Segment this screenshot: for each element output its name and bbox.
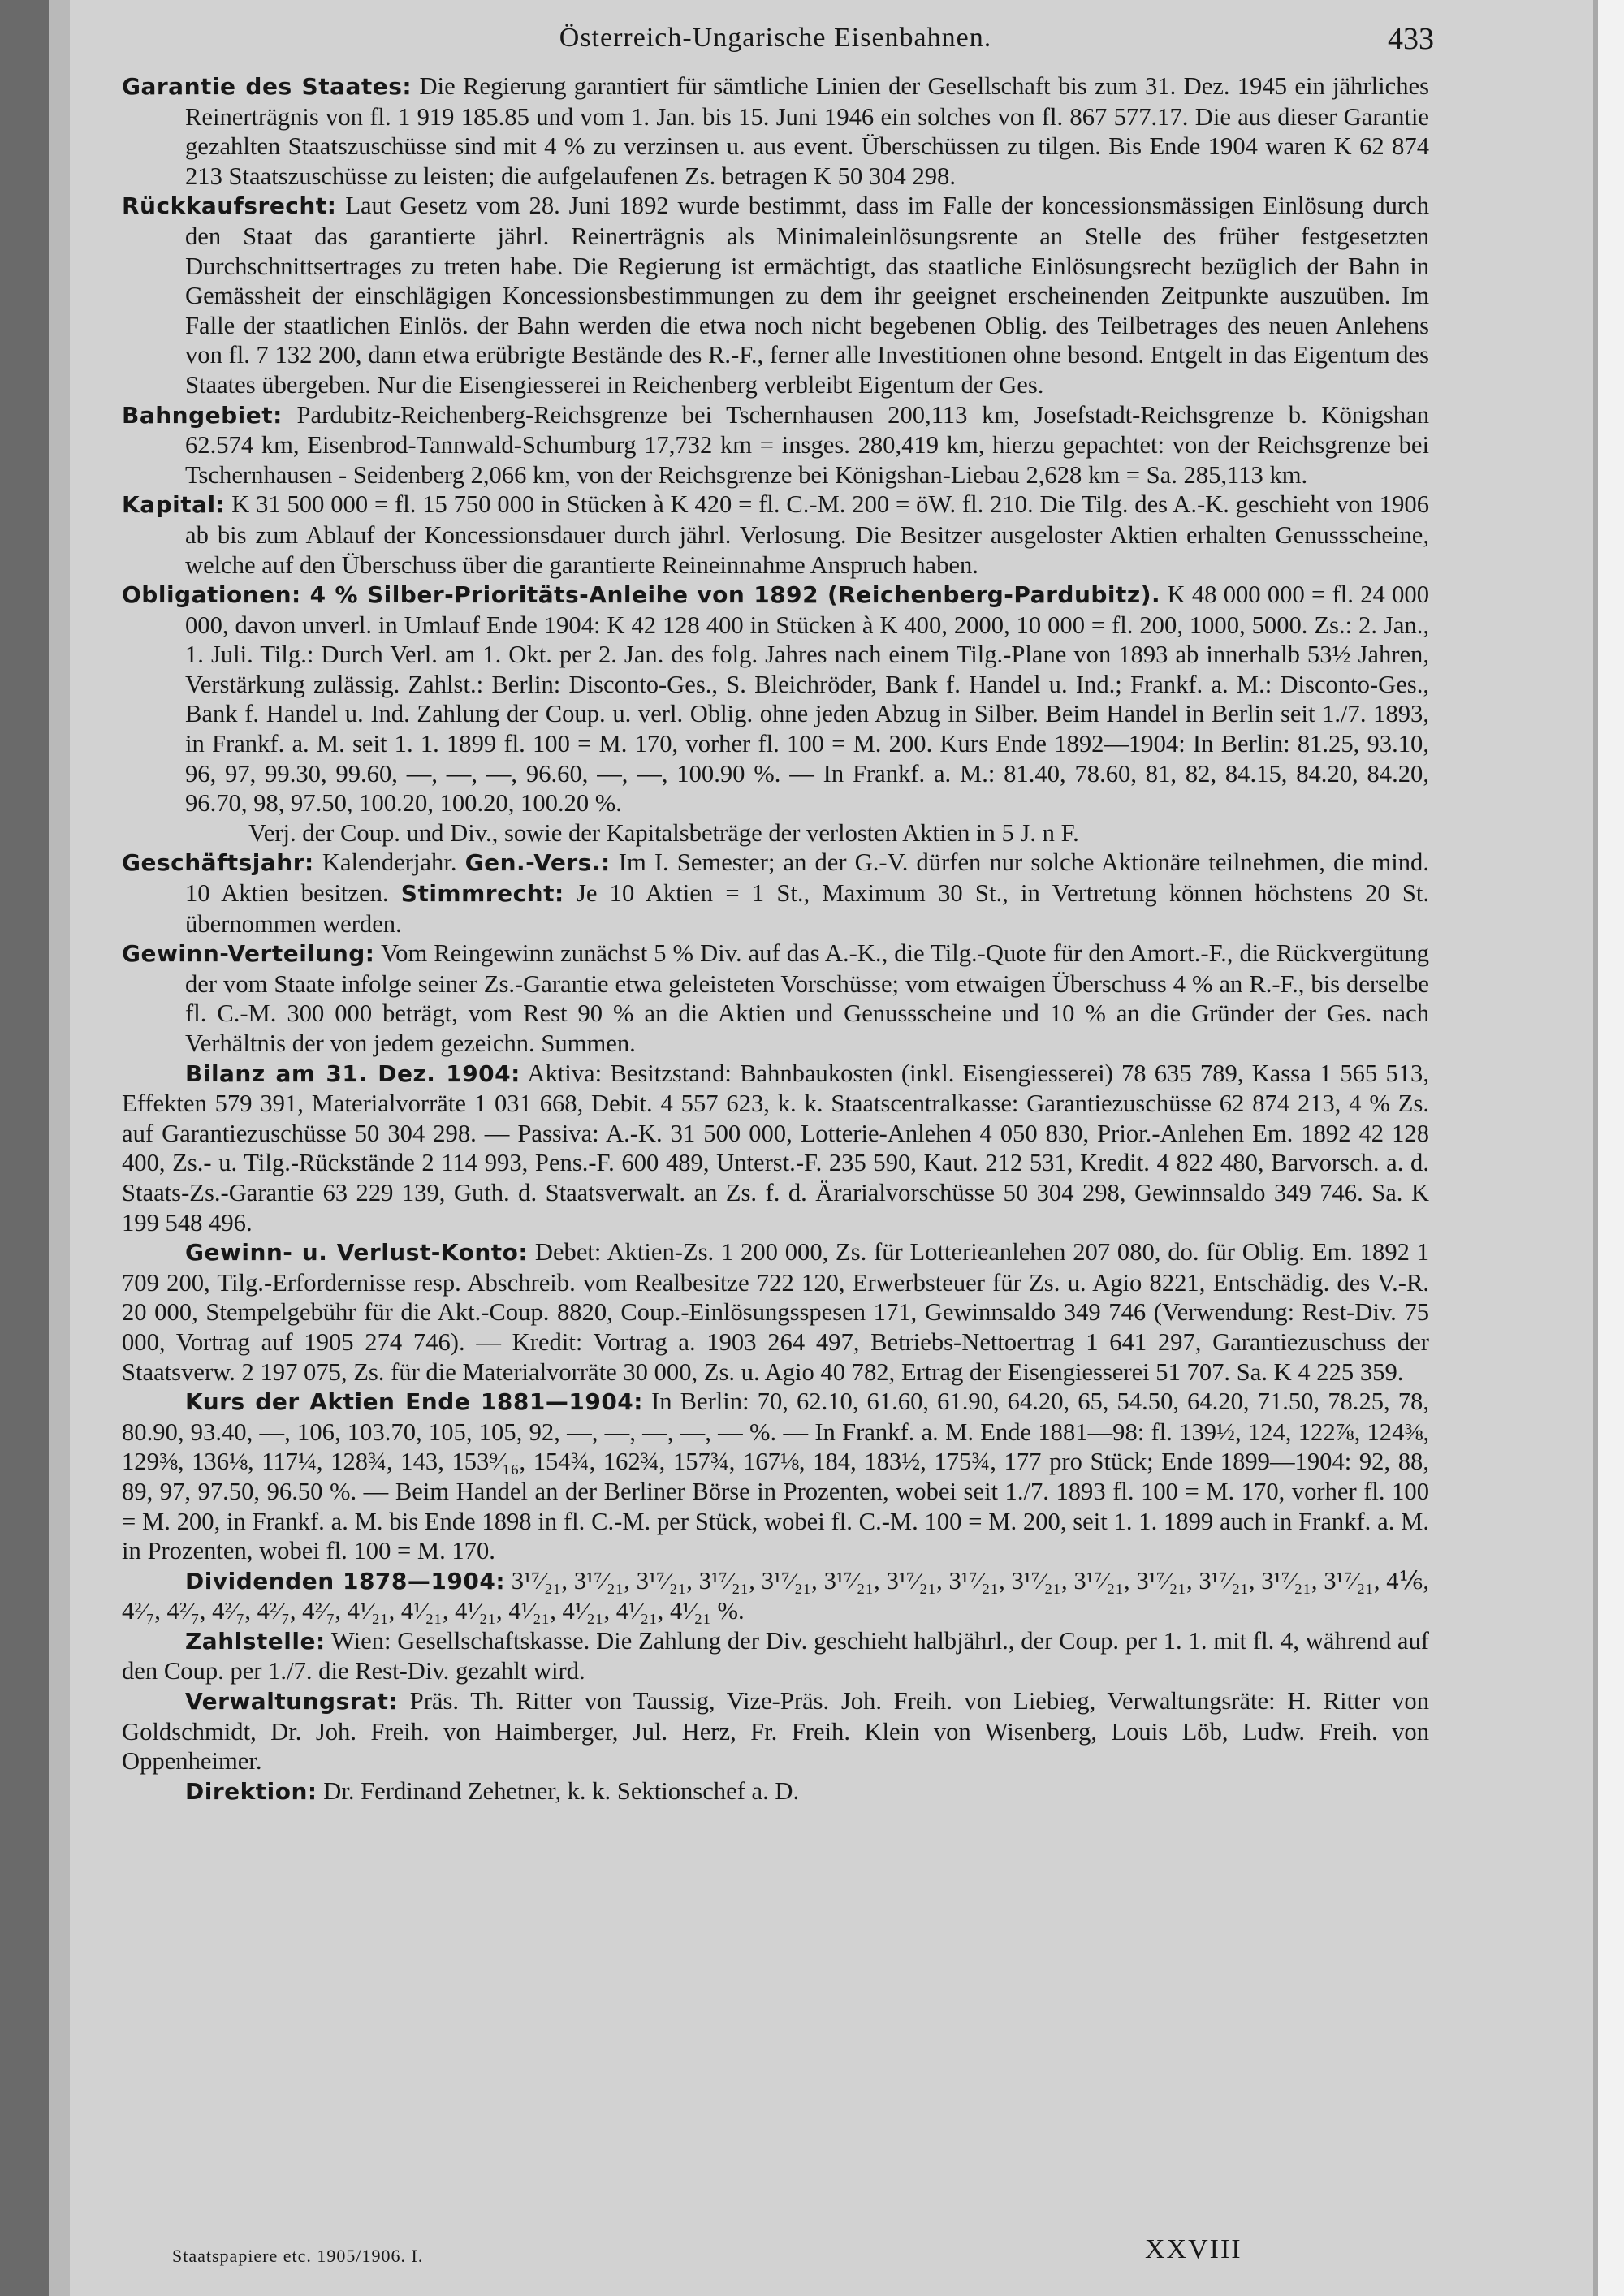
section-text: Kalenderjahr.: [322, 848, 457, 877]
section-zahlstelle: [122, 1626, 1429, 1686]
section-text-stimmrecht: Je 10 Aktien = 1 St., Maximum 30 St., in Vertretung können höchstens 20 St. übernommen werden.: [185, 879, 1429, 938]
section-text: Präs. Th. Ritter von Taussig, Vize-Präs. Joh. Freih. von Liebieg, Verwaltungsräte: H. Ritter von Goldschmidt, Dr. Joh. Freih. von Haimberger, Jul. Herz, Fr. Freih. Klein von Wisenberg, Louis Löb, Ludw. Freih. von Oppenheimer.: [122, 1687, 1429, 1776]
section-label: Zahlstelle:: [185, 1627, 326, 1655]
section-dividenden: [122, 1566, 1429, 1626]
document-page: [122, 16, 1434, 2273]
section-text: Vom Reingewinn zunächst 5 % Div. auf das A.-K., die Tilg.-Quote für den Amort.-F., die Rückvergütung der vom Staate infolge seiner Zs.-Garantie etwa geleisteten Vorschüsse; vom etwaigen Überschuss 4 % an R.-F., bis derselbe fl. C.-M. 300 000 beträgt, vom Rest 90 % an die Aktien und Genussscheine und 10 % an die Gründer der Ges. nach Verhältnis der von jedem gezeichn. Summen.: [185, 939, 1429, 1057]
document-body: [122, 71, 1429, 1806]
section-rueckkaufsrecht: [122, 191, 1429, 399]
section-text: Die Regierung garantiert für sämtliche Linien der Gesellschaft bis zum 31. Dez. 1945 ein jährliches Reinerträgnis von fl. 1 919 185.85 und vom 1. Jan. bis 15. Juni 1946 ein solches von fl. 867 577.17. Die aus dieser Garantie gezahlten Staatszuschüsse sind mit 4 % zu verzinsen u. aus event. Überschüssen zu tilgen. Bis Ende 1904 waren K 62 874 213 Staatszuschüsse zu leisten; die aufgelaufenen Zs. betragen K 50 304 298.: [185, 72, 1429, 190]
scan-right-edge: [1598, 0, 1624, 2296]
scan-left-edge: [0, 0, 49, 2296]
section-text: K 48 000 000 = fl. 24 000 000, davon unverl. in Umlauf Ende 1904: K 42 128 400 in Stücken à K 400, 2000, 10 000 = fl. 200, 1000, 5000. Zs.: 2. Jan., 1. Juli. Tilg.: Durch Verl. am 1. Okt. per 2. Jan. des folg. Jahres nach einem Tilg.-Plane von 1893 ab innerhalb 53½ Jahren, Verstärkung zulässig. Zahlst.: Berlin: Disconto-Ges., S. Bleichröder, Bank f. Handel u. Ind.; Frankf. a. M.: Disconto-Ges., Bank f. Handel u. Ind. Zahlung der Coup. u. verl. Oblig. ohne jeden Abzug in Silber. Beim Handel in Berlin seit 1./7. 1893, in Frankf. a. M. seit 1. 1. 1899 fl. 100 = M. 170, vorher fl. 100 = M. 200. Kurs Ende 1892—1904: In Berlin: 81.25, 93.10, 96, 97, 99.30, 99.60, —, —, —, 96.60, —, —, 100.90 %. — In Frankf. a. M.: 81.40, 78.60, 81, 82, 84.15, 84.20, 84.20, 96.70, 98, 97.50, 100.20, 100.20, 100.20 %.: [185, 580, 1429, 818]
section-verwaltungsrat: [122, 1686, 1429, 1776]
section-label: Garantie des Staates:: [122, 73, 412, 100]
section-label-gen-vers: Gen.-Vers.:: [464, 849, 611, 877]
section-label: Verwaltungsrat:: [185, 1688, 399, 1716]
section-label-stimmrecht: Stimmrecht:: [400, 880, 564, 908]
section-label: Bilanz am 31. Dez. 1904:: [185, 1060, 520, 1087]
section-label: Gewinn-Verteilung:: [122, 940, 375, 968]
section-text: Laut Gesetz vom 28. Juni 1892 wurde bestimmt, dass im Falle der koncessionsmässigen Einlösung durch den Staat das garantierte jährl. Reinerträgnis als Minimaleinlösungsrente an Stelle des früher festgesetzten Durchschnittsertrages zu treten habe. Die Regierung ist ermächtigt, das staatliche Einlösungsrecht bezüglich der Bahn in Gemässheit der einschlägigen Koncessionsbestimmungen zu dem ihr geeignet erscheinenden Zeitpunkte auszuüben. Im Falle der staatlichen Einlös. der Bahn werden die etwa noch nicht begebenen Oblig. des Teilbetrages des neuen Anlehens von fl. 7 132 200, dann etwa erübrigte Bestände des R.-F., ferner alle Investitionen ohne besond. Entgelt in das Eigentum des Staates übergeben. Nur die Eisengiesserei in Reichenberg verbleibt Eigentum der Ges.: [185, 192, 1429, 399]
section-text: Pardubitz-Reichenberg-Reichsgrenze bei Tschernhausen 200,113 km, Josefstadt-Reichsgrenze b. Königshan 62.574 km, Eisenbrod-Tannwald-Schumburg 17,732 km = insges. 280,419 km, hierzu gepachtet: von der Reichsgrenze bei Tschernhausen - Seidenberg 2,066 km, von der Reichsgrenze bei Königshan-Liebau 2,628 km = Sa. 285,113 km.: [185, 400, 1429, 489]
section-gewinn-verteilung: [122, 939, 1429, 1058]
section-label: Gewinn- u. Verlust-Konto:: [185, 1239, 529, 1267]
scan-left-margin: [49, 0, 70, 2296]
section-bahngebiet: [122, 400, 1429, 490]
page-header: [122, 16, 1434, 71]
section-label: Direktion:: [185, 1777, 317, 1805]
section-geschaeftsjahr: [122, 848, 1429, 939]
section-label: Kapital:: [122, 491, 226, 519]
section-label: Bahngebiet:: [122, 401, 283, 429]
section-text: Dr. Ferdinand Zehetner, k. k. Sektionschef a. D.: [323, 1776, 800, 1805]
footer-source: Staatspapiere etc. 1905/1906. I.: [172, 2246, 424, 2266]
section-text: Wien: Gesellschaftskasse. Die Zahlung der Div. geschieht halbjährl., der Coup. per 1. 1. mit fl. 4, während auf den Coup. per 1./7. die Rest-Div. gezahlt wird.: [122, 1626, 1429, 1685]
section-label: Kurs der Aktien Ende 1881—1904:: [185, 1388, 643, 1416]
section-text: 3¹⁷⁄₂₁, 3¹⁷⁄₂₁, 3¹⁷⁄₂₁, 3¹⁷⁄₂₁, 3¹⁷⁄₂₁, 3¹⁷⁄₂₁, 3¹⁷⁄₂₁, 3¹⁷⁄₂₁, 3¹⁷⁄₂₁, 3¹⁷⁄₂₁, 3¹⁷⁄₂₁, 3¹⁷⁄₂₁, 3¹⁷⁄₂₁, 3¹⁷⁄₂₁, 4⅙, 4²⁄₇, 4²⁄₇, 4²⁄₇, 4²⁄₇, 4²⁄₇, 4¹⁄₂₁, 4¹⁄₂₁, 4¹⁄₂₁, 4¹⁄₂₁, 4¹⁄₂₁, 4¹⁄₂₁, 4¹⁄₂₁ %.: [122, 1566, 1429, 1625]
signature-mark: XXVIII: [1145, 2234, 1242, 2264]
section-gewinn-verlust: [122, 1237, 1429, 1387]
section-text: Debet: Aktien-Zs. 1 200 000, Zs. für Lotterieanlehen 207 080, do. für Oblig. Em. 1892 1 709 200, Tilg.-Erfordernisse resp. Abschreib. vom Realbesitze 722 120, Erwerbsteuer für Zs. u. Agio 8221, Entschädig. des V.-R. 20 000, Stempelgebühr für die Akt.-Coup. 8820, Coup.-Einlösungsspesen 171, Gewinnsaldo 349 746 (Verwendung: Rest-Div. 75 000, Vortrag auf 1905 274 746). — Kredit: Vortrag a. 1903 264 497, Betriebs-Nettoertrag 1 641 297, Garantiezuschuss der Staatsverw. 2 197 075, Zs. für die Materialvorräte 30 000, Zs. u. Agio 40 782, Ertrag der Eisengiesserei 51 707. Sa. K 4 225 359.: [122, 1238, 1429, 1386]
section-label: Obligationen: 4 % Silber-Prioritäts-Anleihe von 1892 (Reichenberg-Pardubitz).: [122, 581, 1161, 609]
section-direktion: [122, 1776, 1429, 1807]
page-number: 433: [1388, 22, 1434, 56]
section-continuation: Verj. der Coup. und Div., sowie der Kapitalsbeträge der verlosten Aktien in 5 J. n F.: [248, 818, 1079, 847]
section-label: Rückkaufsrecht:: [122, 192, 337, 220]
section-text: K 31 500 000 = fl. 15 750 000 in Stücken à K 420 = fl. C.-M. 200 = öW. fl. 210. Die Tilg. des A.-K. geschieht von 1906 ab bis zum Ablauf der Koncessionsdauer durch jährl. Verlosung. Die Besitzer ausgeloster Aktien erhalten Genussscheine, welche auf den Überschuss über die garantierte Reineinnahme Anspruch haben.: [185, 490, 1429, 579]
section-label: Geschäftsjahr:: [122, 849, 314, 877]
section-kurs: [122, 1387, 1429, 1566]
section-text: In Berlin: 70, 62.10, 61.60, 61.90, 64.20, 65, 54.50, 64.20, 71.50, 78.25, 78, 80.90, 93.40, —, 106, 103.70, 105, 105, 92, —, —, —, —, — %. — In Frankf. a. M. Ende 1881—98: fl. 139½, 124, 122⅞, 124⅜, 129⅜, 136⅛, 117¼, 128¾, 143, 153⁹⁄₁₆, 154¾, 162¾, 157¾, 167⅛, 184, 183½, 175¾, 177 pro Stück; Ende 1899—1904: 92, 88, 89, 97, 97.50, 96.50 %. — Beim Handel an der Berliner Börse in Prozenten, wobei seit 1./7. 1893 fl. 100 = M. 170, vorher fl. 100 = M. 200, in Frankf. a. M. bis Ende 1898 in fl. C.-M. per Stück, wobei fl. C.-M. 100 = M. 200, seit 1. 1. 1899 auch in Frankf. a. M. in Prozenten, wobei fl. 100 = M. 170.: [122, 1388, 1429, 1565]
section-text: Aktiva: Besitzstand: Bahnbaukosten (inkl. Eisengiesserei) 78 635 789, Kassa 1 565 513, Effekten 579 391, Materialvorräte 1 031 668, Debit. 4 557 623, k. k. Staatscentralkasse: Garantiezuschüsse 62 874 213, 4 % Zs. auf Garantiezuschüsse 50 304 298. — Passiva: A.-K. 31 500 000, Lotterie-Anlehen 4 050 830, Prior.-Anlehen Em. 1892 42 128 400, Zs.- u. Tilg.-Rückstände 2 114 993, Pens.-F. 600 489, Unterst.-F. 235 590, Kaut. 212 531, Kredit. 4 822 480, Barvorsch. a. d. Staats-Zs.-Garantie 63 229 139, Guth. d. Staatsverwalt. an Zs. f. d. Ärarialvorschüsse 50 304 298, Gewinnsaldo 349 746. Sa. K 199 548 496.: [122, 1059, 1429, 1236]
running-title: Österreich-Ungarische Eisenbahnen.: [559, 23, 992, 53]
section-kapital: [122, 490, 1429, 580]
section-label: Dividenden 1878—1904:: [185, 1567, 506, 1595]
section-bilanz: [122, 1059, 1429, 1238]
section-garantie: [122, 71, 1429, 191]
page-footer: [122, 2234, 1429, 2283]
section-obligationen: [122, 580, 1429, 848]
section-text-gen-vers: Im I. Semester; an der G.-V. dürfen nur solche Aktionäre teilnehmen, die mind. 10 Aktien besitzen.: [185, 848, 1430, 908]
